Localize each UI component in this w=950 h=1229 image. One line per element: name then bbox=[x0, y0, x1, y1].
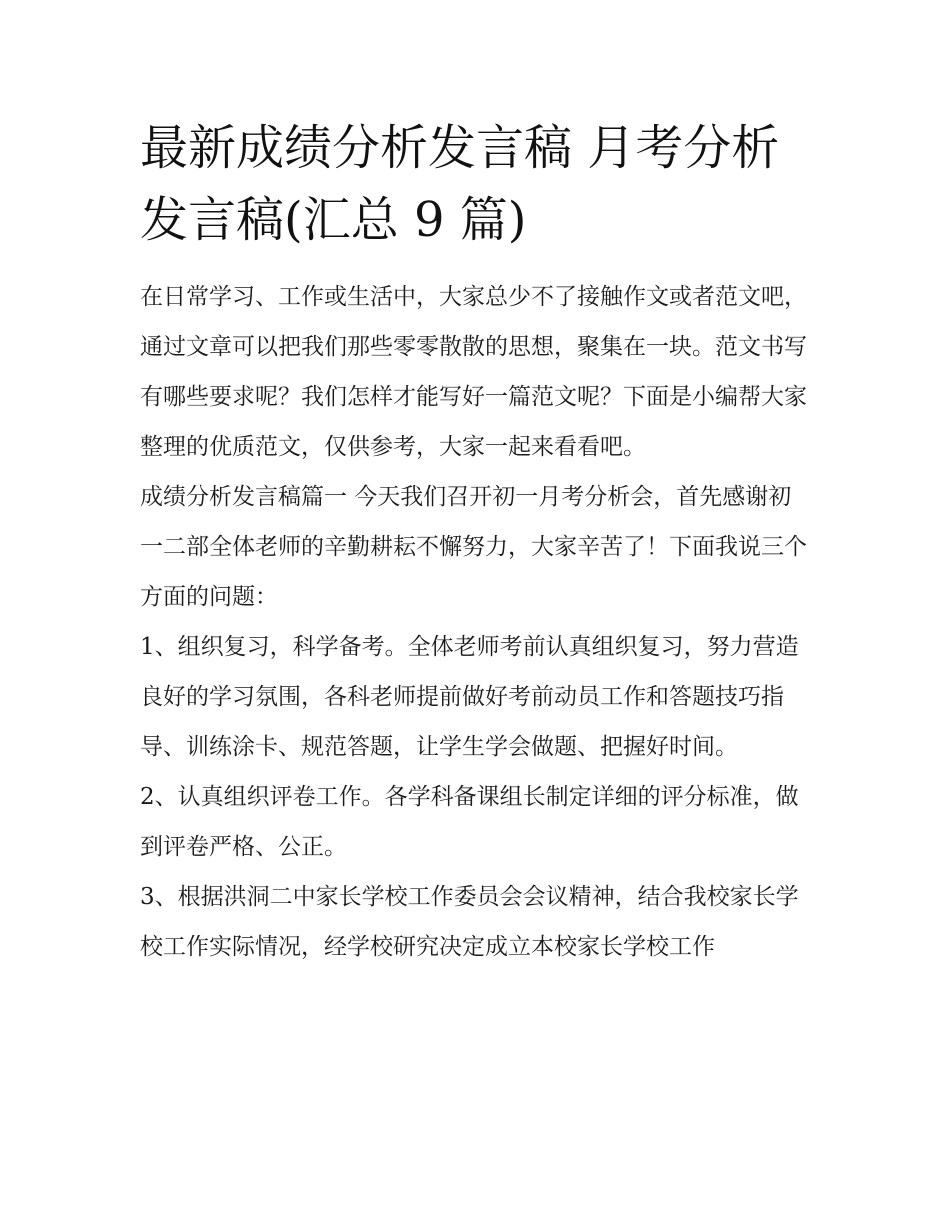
document-title: 最新成绩分析发言稿 月考分析发言稿(汇总 9 篇) bbox=[140, 120, 780, 248]
paragraph-point-2: 2、认真组织评卷工作。各学科备课组长制定详细的评分标准，做到评卷严格、公正。 bbox=[140, 784, 799, 860]
paragraph-point-1: 1、组织复习，科学备考。全体老师考前认真组织复习，努力营造良好的学习氛围，各科老师提前做好考前动员工作和答题技巧指导、训练涂卡、规范答题，让学生学会做题、把握好时间。 bbox=[140, 634, 799, 760]
document-content bbox=[140, 112, 812, 972]
paragraph-intro: 在日常学习、工作或生活中，大家总少不了接触作文或者范文吧，通过文章可以把我们那些零零散散的思想，聚集在一块。范文书写有哪些要求呢？我们怎样才能写好一篇范文呢？下面是小编帮大家整理的优质范文，仅供参考，大家一起来看看吧。 bbox=[140, 284, 807, 460]
paragraph-article-1-opening: 成绩分析发言稿篇一 今天我们召开初一月考分析会，首先感谢初一二部全体老师的辛勤耕耘不懈努力，大家辛苦了！下面我说三个方面的问题： bbox=[140, 484, 807, 610]
paragraph-point-3: 3、根据洪洞二中家长学校工作委员会会议精神，结合我校家长学校工作实际情况，经学校研究决定成立本校家长学校工作 bbox=[140, 884, 799, 960]
